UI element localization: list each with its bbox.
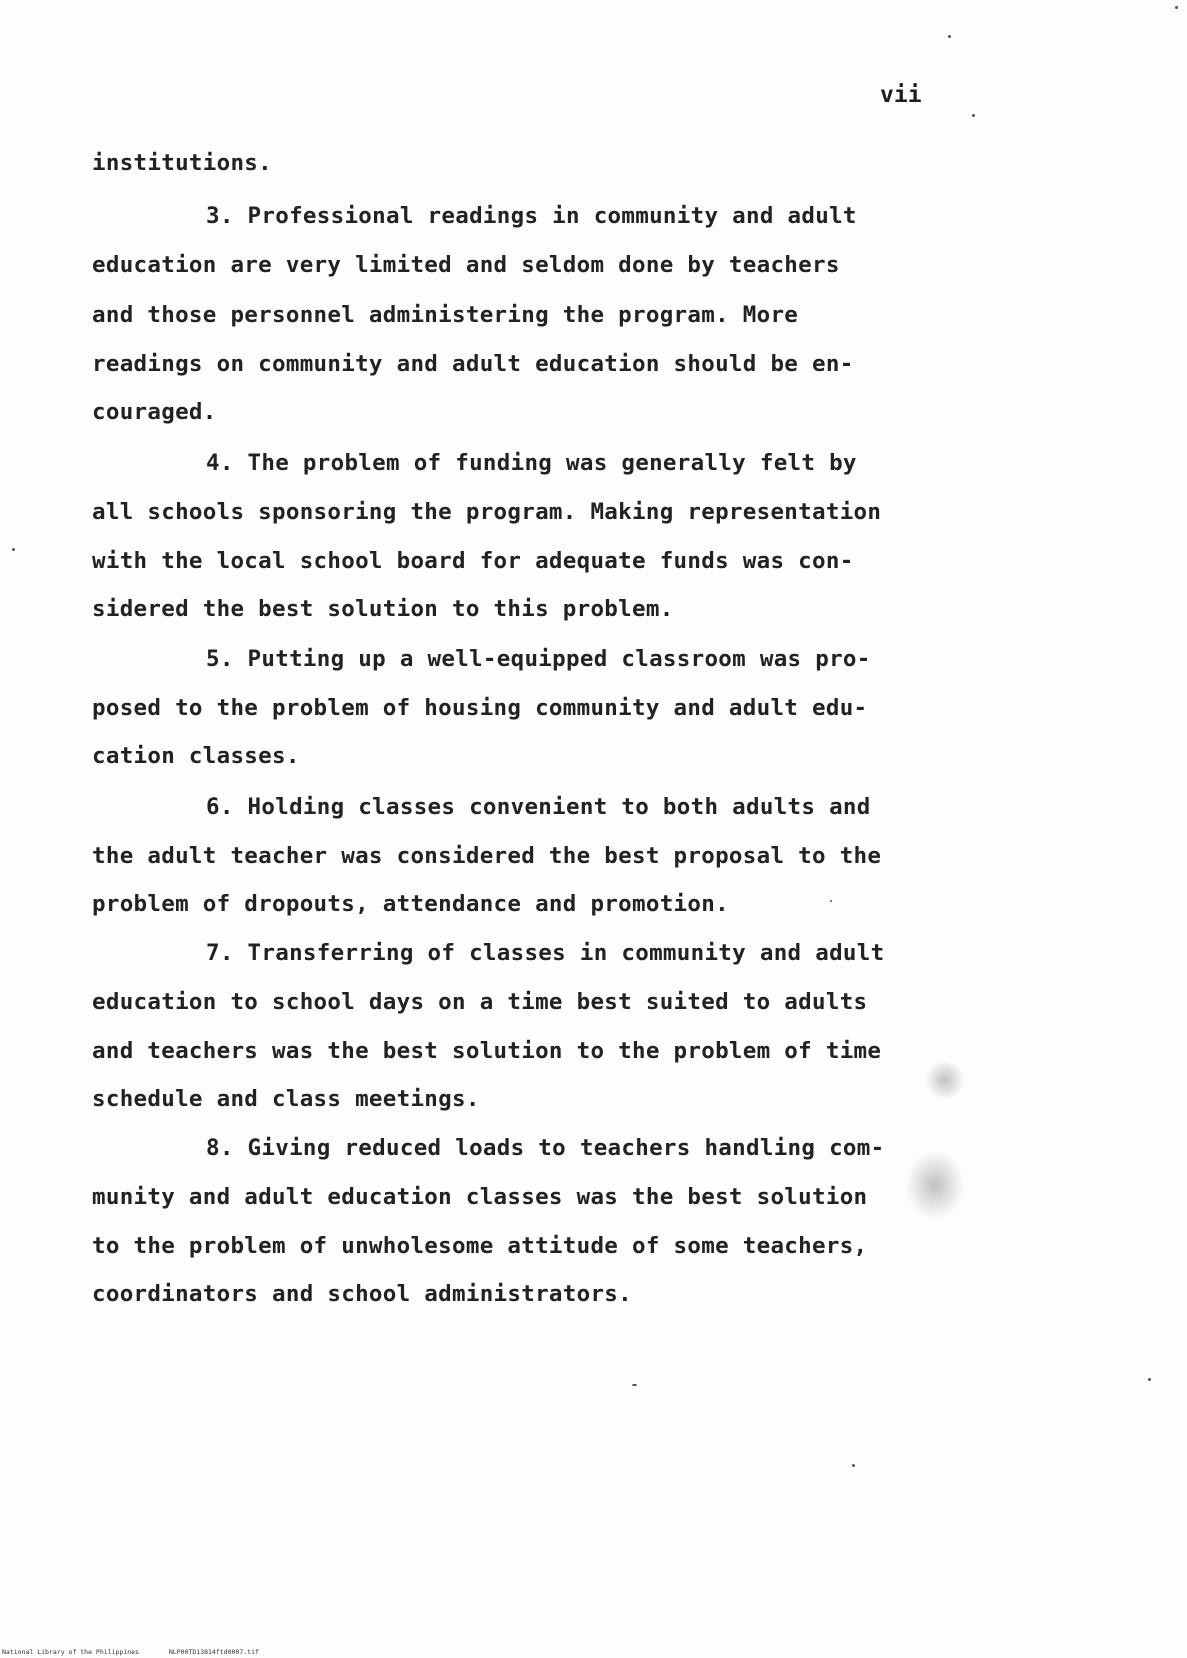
text-line: 5. Putting up a well-equipped classroom was pro- [206,646,871,672]
scan-speck [948,35,951,38]
text-line: problem of dropouts, attendance and promotion. [92,891,729,917]
scan-speck [632,1384,637,1386]
archive-footer [2,1648,285,1656]
text-line: to the problem of unwholesome attitude of some teachers, [92,1233,868,1259]
text-line: 7. Transferring of classes in community and adult [206,940,885,966]
text-line: 8. Giving reduced loads to teachers handling com- [206,1135,885,1161]
text-line: sidered the best solution to this problem. [92,596,674,622]
text-line: schedule and class meetings. [92,1086,480,1112]
text-line: with the local school board for adequate funds was con- [92,548,854,574]
text-line: all schools sponsoring the program. Making representation [92,499,882,525]
page-number: vii [880,82,922,108]
text-line: coordinators and school administrators. [92,1281,632,1307]
text-line: the adult teacher was considered the best proposal to the [92,843,882,869]
footer-filename: NLP00TD13814ftd0007.tif [168,1648,259,1656]
text-line: and those personnel administering the program. More [92,302,799,328]
footer-library: National Library of the Philippines [2,1648,139,1656]
scan-speck [1175,6,1178,9]
text-line: education are very limited and seldom done by teachers [92,252,840,278]
text-line: cation classes. [92,743,300,769]
text-line: institutions. [92,150,272,176]
text-line: readings on community and adult education should be en- [92,351,854,377]
scan-speck [852,1464,855,1467]
scan-smudge [905,1150,965,1220]
scan-speck [830,900,832,902]
scan-speck [1148,1378,1151,1381]
scan-smudge [925,1060,965,1100]
text-line: munity and adult education classes was the best solution [92,1184,868,1210]
scan-speck [972,114,975,117]
text-line: couraged. [92,399,217,425]
text-line: posed to the problem of housing community and adult edu- [92,695,868,721]
text-line: 6. Holding classes convenient to both adults and [206,794,871,820]
scan-speck [12,548,15,551]
text-line: education to school days on a time best suited to adults [92,989,868,1015]
text-line: 3. Professional readings in community and adult [206,203,857,229]
text-line: and teachers was the best solution to the problem of time [92,1038,882,1064]
text-line: 4. The problem of funding was generally felt by [206,450,857,476]
